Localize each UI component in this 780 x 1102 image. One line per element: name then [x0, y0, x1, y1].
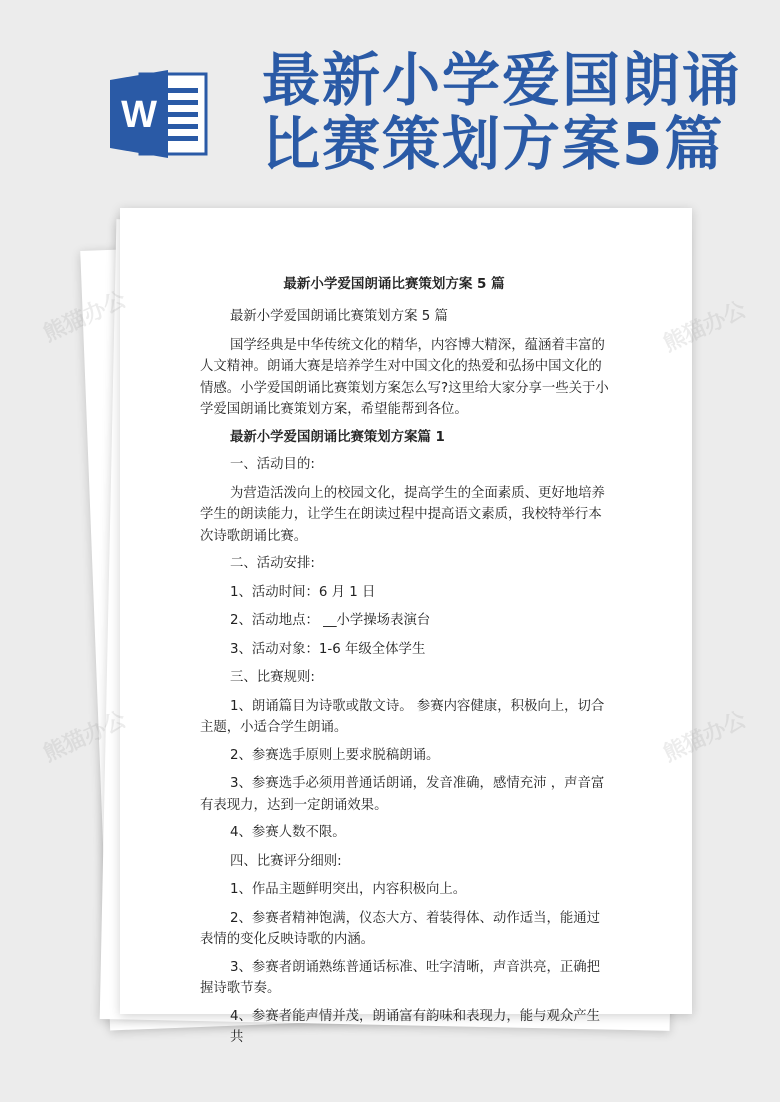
banner-title-line2: 比赛策划方案5篇: [262, 110, 725, 178]
paragraph: 二、活动安排:: [230, 556, 315, 571]
paragraph: 2、活动地点： __小学操场表演台: [230, 613, 431, 628]
paragraph: 3、参赛选手必须用普通话朗诵，发音准确，感情充沛 ，声音富有表现力，达到一定朗诵效果。: [200, 776, 605, 813]
paragraph: 1、活动时间：6 月 1 日: [230, 584, 376, 600]
paragraph: 4、参赛者能声情并茂，朗诵富有韵味和表现力，能与观众产生共: [230, 1008, 601, 1045]
document-body: [200, 266, 610, 1056]
svg-text:W: W: [121, 94, 157, 136]
paragraph: 2、参赛者精神饱满，仪态大方、着装得体、动作适当，能通过表情的变化反映诗歌的内涵。: [200, 910, 601, 947]
paragraph: 3、参赛者朗诵熟练普通话标准、吐字清晰，声音洪亮，正确把握诗歌节奏。: [200, 959, 601, 996]
paragraph: 1、作品主题鲜明突出，内容积极向上。: [230, 882, 467, 897]
paragraph: 1、朗诵篇目为诗歌或散文诗。 参赛内容健康，积极向上，切合主题，小适合学生朗诵。: [200, 698, 605, 735]
watermark: 熊猫办公: [39, 707, 131, 768]
paragraph: 国学经典是中华传统文化的精华，内容博大精深，蕴涵着丰富的人文精神。朗诵大赛是培养学生对中国文化的热爱和弘扬中国文化的情感。小学爱国朗诵比赛策划方案怎么写?这里给大家分享一些关于小学爱国朗诵比赛策划方案，希望能帮到各位。: [200, 337, 609, 417]
watermark: 熊猫办公: [659, 297, 751, 358]
paragraph: 4、参赛人数不限。: [230, 825, 346, 840]
watermark: 熊猫办公: [659, 707, 751, 768]
paragraph: 一、活动目的:: [230, 457, 315, 472]
banner-title-line1: 最新小学爱国朗诵: [262, 46, 743, 114]
banner-header: [0, 0, 780, 190]
paragraph: 四、比赛评分细则:: [230, 853, 342, 869]
paragraph: 三、比赛规则:: [230, 670, 315, 685]
word-document-icon: [110, 68, 210, 160]
paragraph: 为营造活泼向上的校园文化，提高学生的全面素质、更好地培养学生的朗读能力，让学生在朗读过程中提高语文素质，我校特举行本次诗歌朗诵比赛。: [200, 485, 605, 544]
paragraph: 3、活动对象：1-6 年级全体学生: [230, 641, 426, 657]
document-title: 最新小学爱国朗诵比赛策划方案 5 篇: [283, 276, 505, 292]
section-heading: 最新小学爱国朗诵比赛策划方案篇 1: [230, 429, 445, 445]
paragraph: 最新小学爱国朗诵比赛策划方案 5 篇: [230, 309, 448, 324]
banner-title: [262, 48, 762, 176]
paragraph: 2、参赛选手原则上要求脱稿朗诵。: [230, 747, 440, 763]
